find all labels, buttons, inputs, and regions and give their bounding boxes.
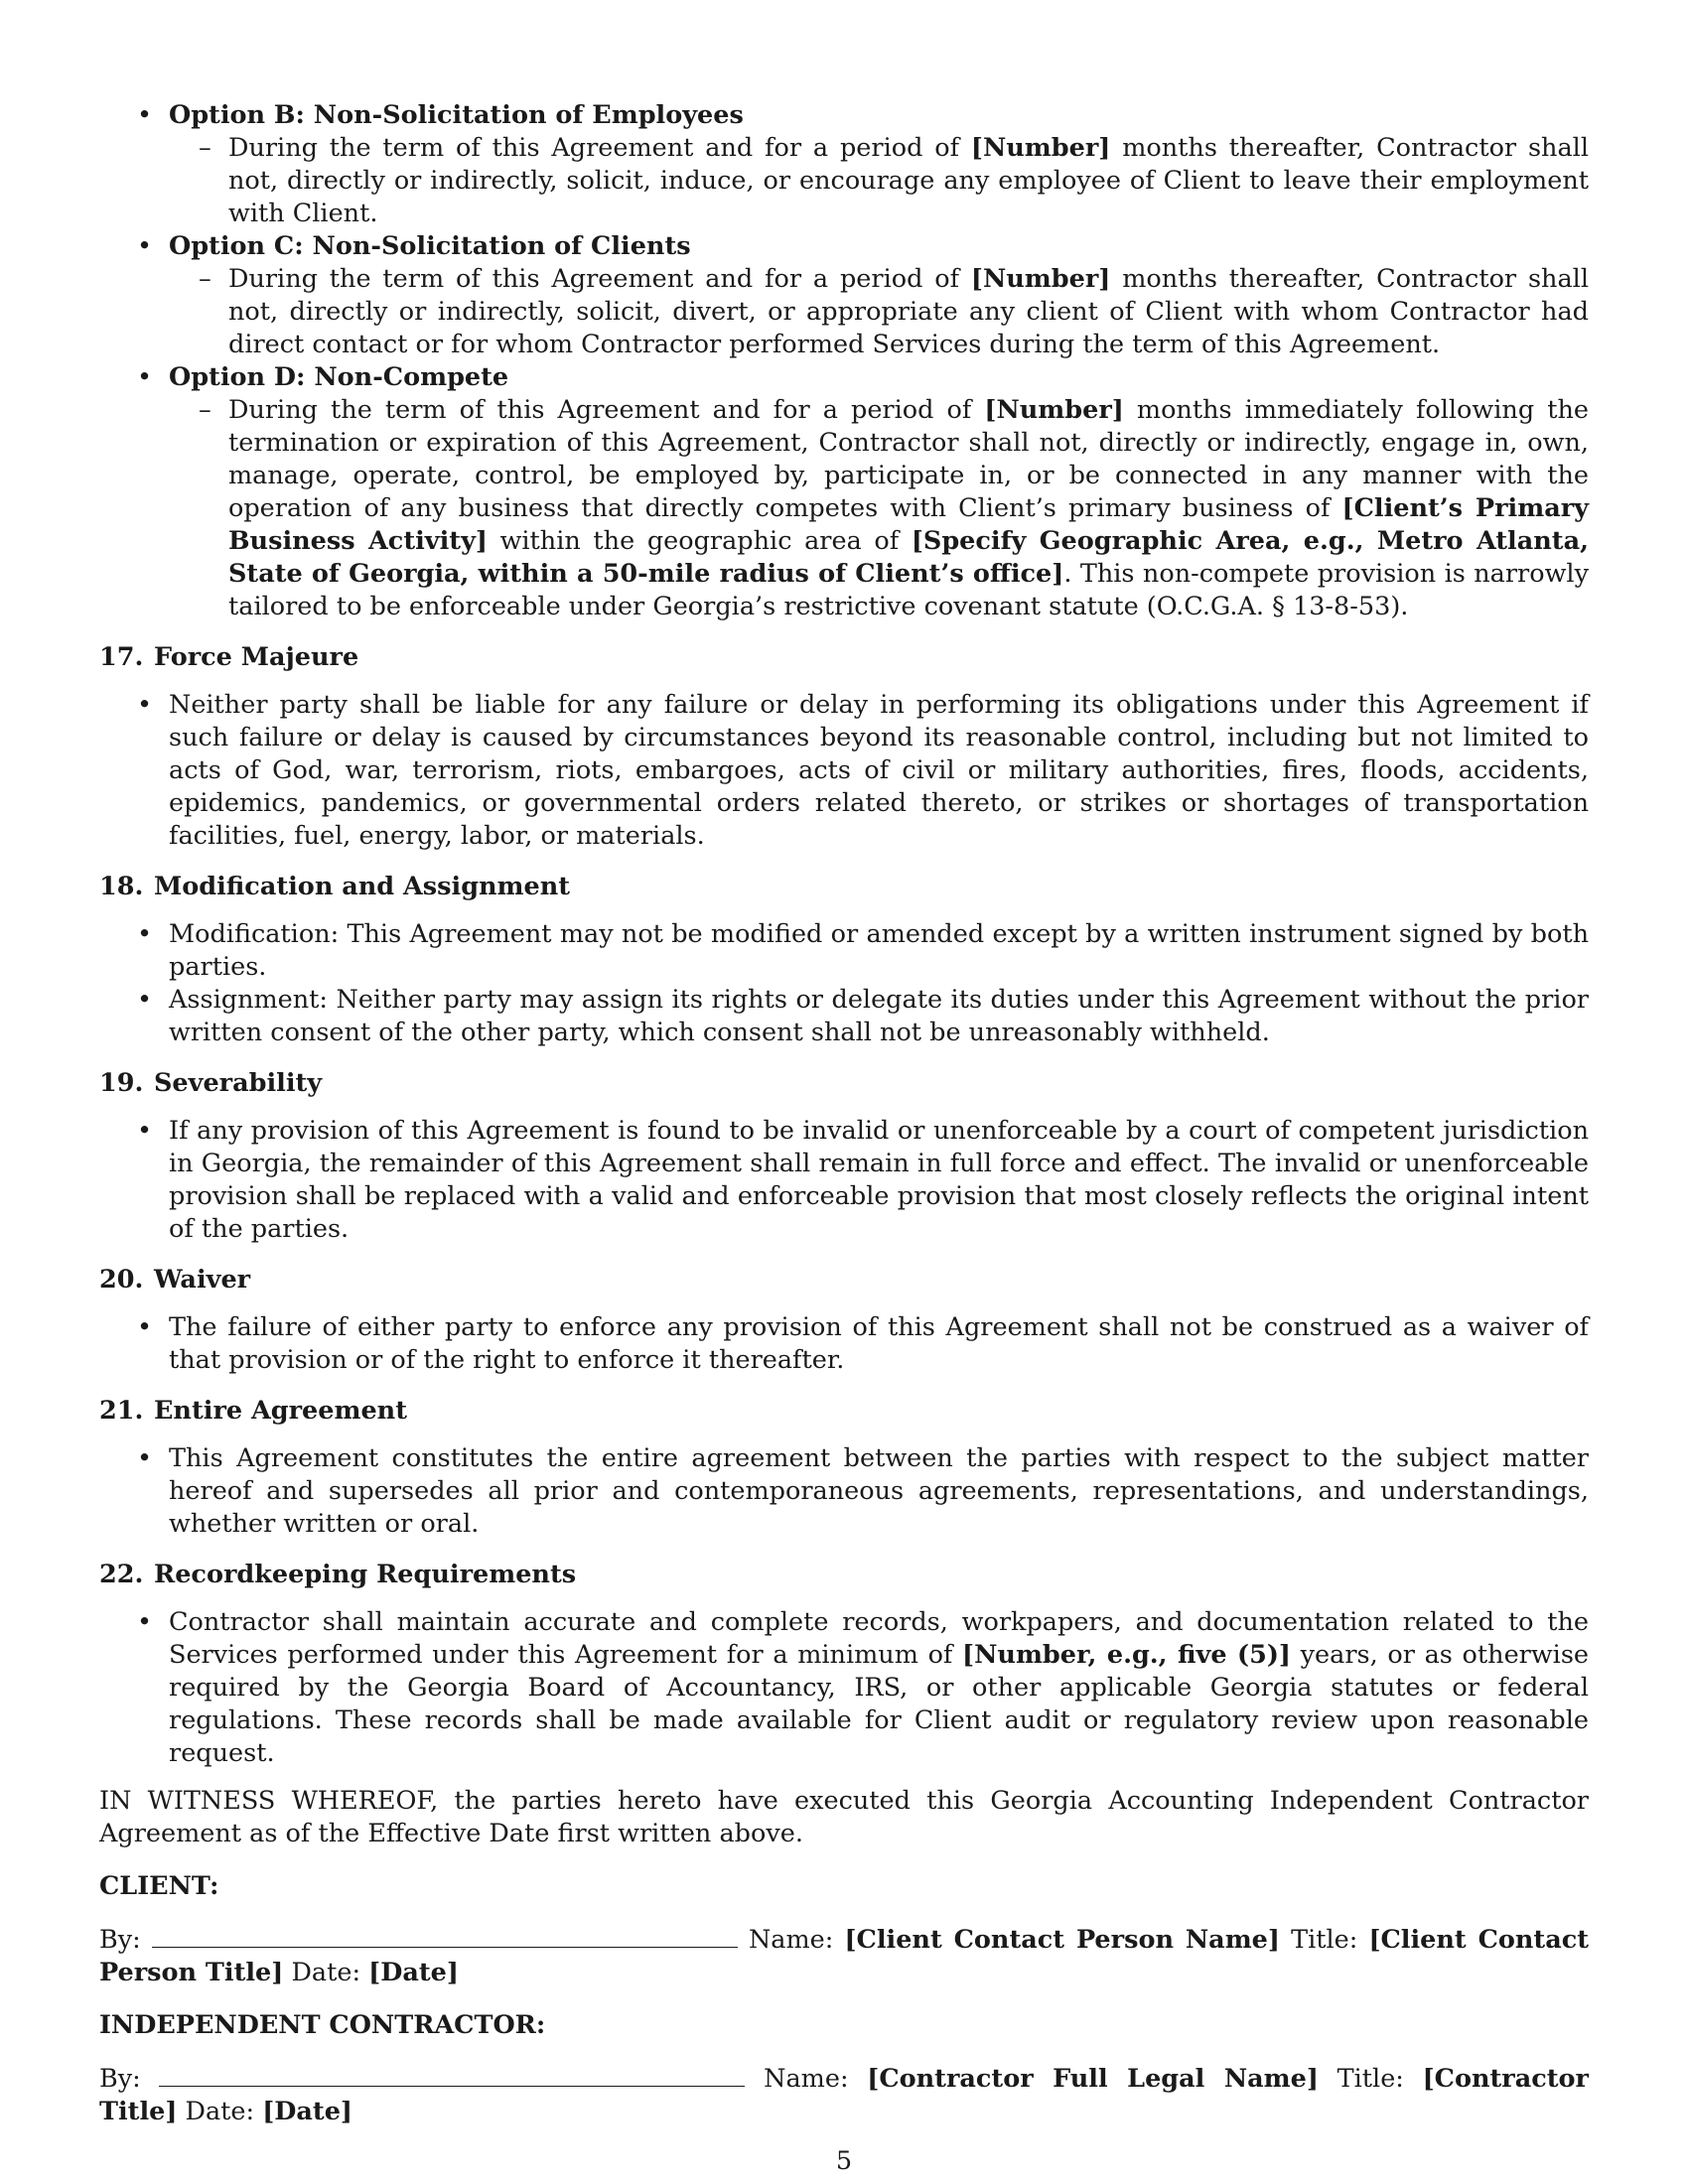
section-heading: 22. Recordkeeping Requirements xyxy=(99,1560,577,1589)
list-item: • If any provision of this Agreement is found to be invalid or unenforceable by a court of competent jurisdiction in Georgia, the remainder of this Agreement shall remain in full force and effect. The invalid or unenforceable provision shall be replaced with a valid and enforceable provision that most closely reflects the original intent of the parties. xyxy=(99,1115,1589,1246)
section-waiver xyxy=(99,1264,1589,1377)
placeholder: [Specify Geographic Area, e.g., Metro Atlanta, State of Georgia, within a 50-mile radius of Client’s office] xyxy=(228,526,1589,589)
option-heading: • Option D: Non-Compete xyxy=(169,362,509,392)
contractor-signature-block: By: Name: [Contractor Full Legal Name] Title: [Contractor Title] Date: [Date] xyxy=(99,2064,1589,2126)
contractor-signature-line[interactable] xyxy=(159,2062,745,2087)
list-item: • Assignment: Neither party may assign its rights or delegate its duties under this Agreement without the prior written consent of the other party, which consent shall not be unreasonably withheld. xyxy=(99,984,1589,1049)
list-item: • Modification: This Agreement may not be modified or amended except by a written instrument signed by both parties. xyxy=(99,918,1589,984)
option-d xyxy=(99,361,1589,623)
list-item: • This Agreement constitutes the entire agreement between the parties with respect to the subject matter hereof and supersedes all prior and contemporaneous agreements, representations, and understandings, whether written or oral. xyxy=(99,1442,1589,1541)
section-heading: 21. Entire Agreement xyxy=(99,1396,407,1426)
page-number: 5 xyxy=(835,2146,853,2176)
witness-paragraph: IN WITNESS WHEREOF, the parties hereto have executed this Georgia Accounting Independent Contractor Agreement as of the Effective Date first written above. xyxy=(99,1786,1589,1848)
list-item: • The failure of either party to enforce any provision of this Agreement shall not be construed as a waiver of that provision or of the right to enforce it thereafter. xyxy=(99,1311,1589,1377)
client-signature-block: By: Name: [Client Contact Person Name] Title: [Client Contact Person Title] Date: [Date] xyxy=(99,1925,1590,1987)
list-item: • Neither party shall be liable for any failure or delay in performing its obligations under this Agreement if such failure or delay is caused by circumstances beyond its reasonable control, including but not limited to acts of God, war, terrorism, riots, embargoes, acts of civil or military authorities, fires, floods, accidents, epidemics, pandemics, or governmental orders related thereto, or strikes or shortages of transportation facilities, fuel, energy, labor, or materials. xyxy=(99,689,1589,853)
option-heading: • Option C: Non-Solicitation of Clients xyxy=(169,231,691,261)
section-modification-assignment xyxy=(99,871,1589,1049)
placeholder: [Number] xyxy=(984,395,1124,425)
option-heading: • Option B: Non-Solicitation of Employees xyxy=(169,100,744,130)
section-heading: 19. Severability xyxy=(99,1068,323,1098)
section-heading: 18. Modification and Assignment xyxy=(99,872,571,901)
option-c xyxy=(99,230,1589,361)
list-item: • Contractor shall maintain accurate and complete records, workpapers, and documentation related to the Services performed under this Agreement for a minimum of [Number, e.g., five (5)] years, or as otherwise required by the Georgia Board of Accountancy, IRS, or other applicable Georgia statutes or federal regulations. These records shall be made available for Client audit or regulatory review upon reasonable request. xyxy=(99,1606,1589,1770)
option-text: – During the term of this Agreement and for a period of [Number] months thereafter, Contractor shall not, directly or indirectly, solicit, induce, or encourage any employee of Client to leave their employment with Client. xyxy=(99,132,1589,230)
option-text: – During the term of this Agreement and for a period of [Number] months immediately following the termination or expiration of this Agreement, Contractor shall not, directly or indirectly, engage in, own, manage, operate, control, be employed by, participate in, or be connected in any manner with the operation of any business that directly competes with Client’s primary business of [Client’s Primary Business Activity] within the geographic area of [Specify Geographic Area, e.g., Metro Atlanta, State of Georgia, within a 50-mile radius of Client’s office]. This non-compete provision is narrowly tailored to be enforceable under Georgia’s restrictive covenant statute (O.C.G.A. § 13-8-53). xyxy=(99,394,1589,623)
client-date: [Date] xyxy=(368,1958,459,1987)
section-severability xyxy=(99,1067,1589,1246)
option-text: – During the term of this Agreement and for a period of [Number] months thereafter, Contractor shall not, directly or indirectly, solicit, divert, or appropriate any client of Client with whom Contractor had direct contact or for whom Contractor performed Services during the term of this Agreement. xyxy=(99,263,1589,361)
contractor-name: [Contractor Full Legal Name] xyxy=(867,2064,1319,2094)
section-heading: 17. Force Majeure xyxy=(99,642,359,672)
contractor-title: [Contractor Title] xyxy=(99,2064,1589,2126)
document-page xyxy=(99,99,1589,2128)
client-title: [Client Contact Person Title] xyxy=(99,1925,1590,1987)
client-signature-line[interactable] xyxy=(152,1923,738,1948)
client-name: [Client Contact Person Name] xyxy=(844,1925,1280,1955)
section-force-majeure xyxy=(99,641,1589,853)
contractor-date: [Date] xyxy=(262,2097,352,2126)
option-b xyxy=(99,99,1589,230)
section-entire-agreement xyxy=(99,1395,1589,1541)
section-heading: 20. Waiver xyxy=(99,1265,251,1295)
placeholder: [Number] xyxy=(970,264,1111,294)
client-heading: CLIENT: xyxy=(99,1871,219,1901)
placeholder: [Number] xyxy=(970,133,1111,163)
section-recordkeeping xyxy=(99,1559,1589,1770)
restrictive-covenant-options xyxy=(99,99,1589,623)
placeholder: [Number, e.g., five (5)] xyxy=(962,1640,1291,1670)
placeholder: [Client’s Primary Business Activity] xyxy=(228,493,1589,556)
contractor-heading: INDEPENDENT CONTRACTOR: xyxy=(99,2010,546,2040)
